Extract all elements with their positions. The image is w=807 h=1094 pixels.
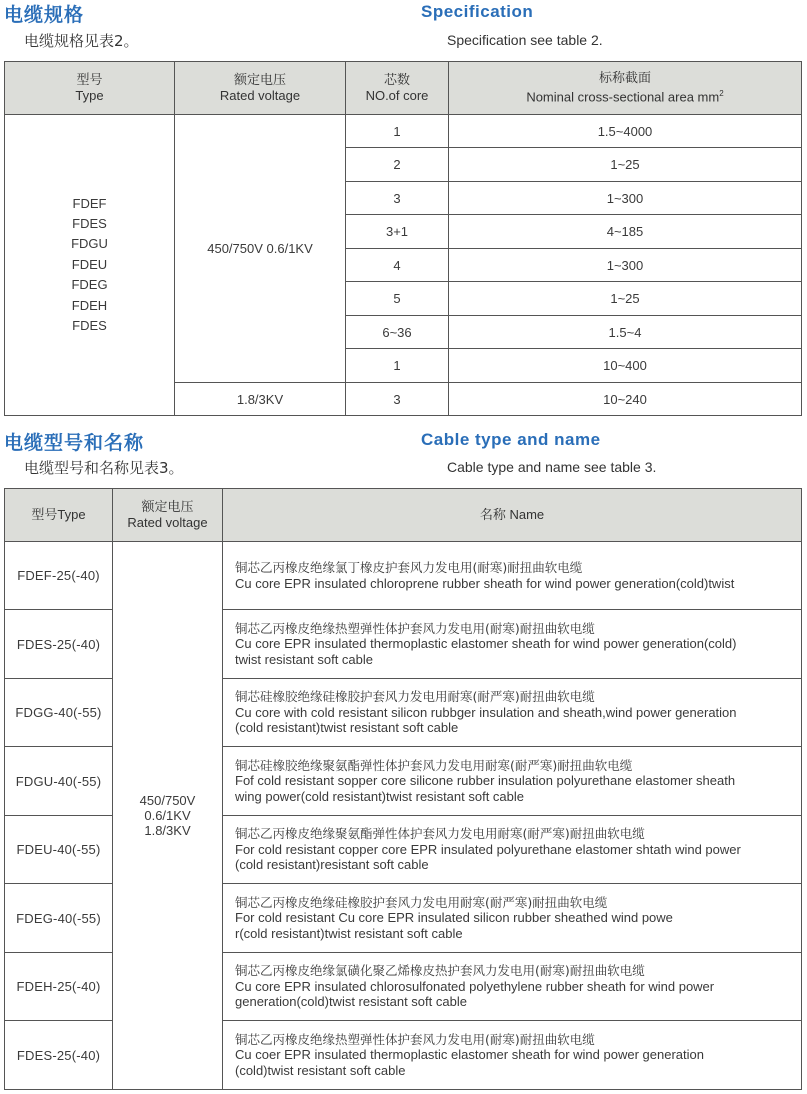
- spec-header-row: [5, 62, 802, 115]
- spec-cores: 3: [346, 182, 449, 215]
- section2-subtitle-en: Cable type and name see table 3.: [447, 459, 657, 475]
- spec-cores: 2: [346, 148, 449, 182]
- cable-type: FDES-25(-40): [5, 1021, 113, 1090]
- spec-area: 1.5~4: [449, 316, 802, 349]
- spec-voltage-b: 1.8/3KV: [175, 383, 346, 416]
- cable-type: FDEH-25(-40): [5, 953, 113, 1021]
- spec-header-area: 标称截面 Nominal cross-sectional area $mm^2$: [449, 62, 802, 115]
- cable-name: 铜芯乙丙橡皮绝缘热塑弹性体护套风力发电用(耐寒)耐扭曲软电缆 Cu core EPR insulated thermoplastic elastomer sheath for wind power generation(cold) twist resistant soft cable: [223, 610, 802, 679]
- spec-header-voltage: 额定电压 Rated voltage: [175, 62, 346, 115]
- section2-title-en: Cable type and name: [421, 430, 601, 449]
- cable-name: 铜芯乙丙橡皮绝缘氯丁橡皮护套风力发电用(耐寒)耐扭曲软电缆 Cu core EPR insulated chloroprene rubber sheath for wind power generation(cold)twist: [223, 542, 802, 610]
- spec-area: 10~400: [449, 349, 802, 383]
- section1-title-en: Specification: [421, 2, 534, 21]
- spec-area: 1~25: [449, 282, 802, 316]
- cable-name: 铜芯乙丙橡皮绝缘氯磺化聚乙烯橡皮热护套风力发电用(耐寒)耐扭曲软电缆 Cu core EPR insulated chlorosulfonated polyethylene rubber sheath for wind power generation(cold)twist resistant soft cable: [223, 953, 802, 1021]
- spec-area: 1~25: [449, 148, 802, 182]
- spec-cores: 6~36: [346, 316, 449, 349]
- spec-voltage-a: 450/750V 0.6/1KV: [175, 115, 346, 383]
- table-row: [5, 115, 802, 148]
- section1-subtitle-cn: 电缆规格见表2。: [24, 32, 139, 50]
- table-row: [5, 542, 802, 610]
- section1-subtitle-en: Specification see table 2.: [447, 32, 603, 48]
- name-header-name: 名称 Name: [223, 489, 802, 542]
- cable-name: 铜芯乙丙橡皮绝缘聚氨酯弹性体护套风力发电用耐寒(耐严寒)耐扭曲软电缆 For cold resistant copper core EPR insulated polyurethane elastomer shtath wind power (cold resistant)resistant soft cable: [223, 816, 802, 884]
- spec-area: 1.5~4000: [449, 115, 802, 148]
- name-table: [4, 488, 802, 1090]
- spec-cores: 1: [346, 115, 449, 148]
- name-header-voltage: 额定电压 Rated voltage: [113, 489, 223, 542]
- section1-title-cn: 电缆规格: [4, 4, 85, 26]
- spec-header-type: 型号 Type: [5, 62, 175, 115]
- spec-area: 1~300: [449, 182, 802, 215]
- cable-type: FDEU-40(-55): [5, 816, 113, 884]
- cable-name: 铜芯乙丙橡皮绝缘硅橡胶护套风力发电用耐寒(耐严寒)耐扭曲软电缆 For cold resistant Cu core EPR insulated silicon rubber sheathed wind powe r(cold resistant)twist resistant soft cable: [223, 884, 802, 953]
- spec-cores: 5: [346, 282, 449, 316]
- cable-type: FDGG-40(-55): [5, 679, 113, 747]
- spec-header-cores: 芯数 NO.of core: [346, 62, 449, 115]
- spec-cores: 3+1: [346, 215, 449, 249]
- cable-type: FDEF-25(-40): [5, 542, 113, 610]
- cable-voltage: 450/750V 0.6/1KV 1.8/3KV: [113, 542, 223, 1090]
- spec-table: [4, 61, 802, 416]
- name-header-type: 型号Type: [5, 489, 113, 542]
- section2-subtitle-cn: 电缆型号和名称见表3。: [24, 459, 184, 477]
- cable-type: FDES-25(-40): [5, 610, 113, 679]
- spec-area: 10~240: [449, 383, 802, 416]
- spec-model-list: FDEF FDES FDGU FDEU FDEG FDEH FDES: [5, 115, 175, 416]
- spec-area: 1~300: [449, 249, 802, 282]
- cable-name: 铜芯硅橡胶绝缘硅橡胶护套风力发电用耐寒(耐严寒)耐扭曲软电缆 Cu core with cold resistant silicon rubbger insulation and sheath,wind power generation (cold resistant)twist resistant soft cable: [223, 679, 802, 747]
- cable-name: 铜芯硅橡胶绝缘聚氨酯弹性体护套风力发电用耐寒(耐严寒)耐扭曲软电缆 Fof cold resistant sopper core silicone rubber insulation polyurethane elastomer sheath wing power(cold resistant)twist resistant soft cable: [223, 747, 802, 816]
- section2-title-cn: 电缆型号和名称: [4, 432, 145, 454]
- cable-type: FDEG-40(-55): [5, 884, 113, 953]
- name-header-row: [5, 489, 802, 542]
- spec-cores: 1: [346, 349, 449, 383]
- spec-area: 4~185: [449, 215, 802, 249]
- cable-name: 铜芯乙丙橡皮绝缘热塑弹性体护套风力发电用(耐寒)耐扭曲软电缆 Cu coer EPR insulated thermoplastic elastomer sheath for wind power generation (cold)twist resistant soft cable: [223, 1021, 802, 1090]
- spec-cores: 4: [346, 249, 449, 282]
- cable-type: FDGU-40(-55): [5, 747, 113, 816]
- spec-cores: 3: [346, 383, 449, 416]
